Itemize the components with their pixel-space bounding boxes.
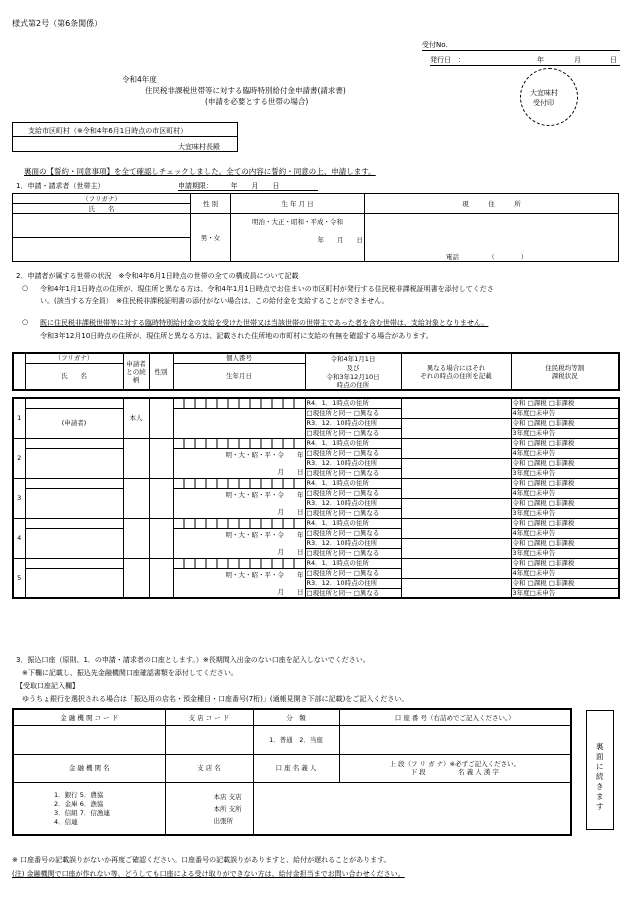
gender-input[interactable] [149, 558, 173, 598]
form-number: 様式第2号（第6条関係） [12, 19, 103, 28]
r3-address-input[interactable] [401, 578, 511, 598]
member-name-input[interactable] [25, 488, 123, 518]
tax-r3-options[interactable]: 令和 □課税 □非課税 [511, 418, 619, 428]
tax-r4-options[interactable]: 令和 □課税 □非課税 [511, 398, 619, 408]
gender-input[interactable] [149, 478, 173, 518]
relation-input[interactable] [123, 438, 149, 478]
tax-r3-options[interactable]: 令和 □課税 □非課税 [511, 458, 619, 468]
confirmation-statement: 裏面の【誓約・同意事項】を全て確認しチェックしました。全ての内容に誓約・同意の上、申請します。 [24, 167, 376, 176]
bank-type-3: 3．信組 7．信漁連 [54, 808, 110, 817]
tax-r4-options[interactable]: 令和 □課税 □非課税 [511, 558, 619, 568]
addressee: 大宜味村長殿 [178, 143, 220, 151]
hh-addr-header-3: 令和3年12月10日 [305, 372, 401, 381]
r4-label: R4．1．1時点の住所 [305, 438, 401, 448]
birthdate-input[interactable] [231, 214, 365, 262]
birthdate-input[interactable] [173, 528, 305, 558]
footer-note-1: ※ 口座番号の記載誤りがないか再度ご確認ください。口座番号の記載誤りがありますと、給付が遅れることがあります。 [12, 856, 391, 864]
tax-r4-unfiled[interactable]: 4年度□未申告 [511, 568, 619, 578]
gender-options[interactable]: 男・女 [191, 214, 231, 262]
gender-input[interactable] [149, 518, 173, 558]
tax-r3-options[interactable]: 令和 □課税 □非課税 [511, 498, 619, 508]
era-options: 明・大・昭・平・令 年 [225, 530, 304, 539]
relation-input[interactable] [123, 558, 149, 598]
tax-r4-options[interactable]: 令和 □課税 □非課税 [511, 518, 619, 528]
branch-name-input[interactable] [165, 783, 253, 835]
r4-same-check[interactable]: □現住所と同一 □異なる [305, 528, 401, 538]
r3-same-check[interactable]: □現住所と同一 □異なる [305, 588, 401, 598]
phone-field: 電話 （ ） [446, 253, 528, 261]
r3-label: R3．12．10時点の住所 [305, 578, 401, 588]
tax-r3-unfiled[interactable]: 3年度□未申告 [511, 548, 619, 558]
r3-same-check[interactable]: □現住所と同一 □異なる [305, 428, 401, 438]
issue-date-label: 発行日 ： [430, 56, 465, 64]
birth-md: 月 日 [277, 587, 304, 596]
r4-address-input[interactable] [401, 438, 511, 458]
member-furigana-input[interactable] [25, 398, 123, 408]
applicant-name-input[interactable] [13, 238, 191, 262]
section3-note: ※下欄に記載し、振込先金融機関口座確認書類を添付してください。 [22, 669, 238, 677]
era-options: 明・大・昭・平・令 年 [225, 450, 304, 459]
holder-upper-label: 上 段（フ リ ガ ナ）※必ずご記入ください。 [389, 760, 521, 769]
relation-input[interactable] [123, 478, 149, 518]
gender-header: 性 別 [191, 194, 231, 214]
my-number-input[interactable] [173, 438, 305, 448]
my-number-input[interactable] [173, 398, 305, 408]
stamp-line2: 受付印 [533, 99, 554, 107]
branch-code-header: 支 店 コ ー ド [165, 709, 253, 726]
bank-code-input[interactable] [13, 726, 165, 755]
bank-table [12, 708, 572, 836]
note-already-received: 既に住民税非課税世帯等に対する臨時特別給付金の支給を受けた世帯又は当該世帯の世帯主であった者を含む世帯は、支給対象となりません。 [40, 319, 489, 327]
application-deadline: 申請期限： 年 月 日 [178, 182, 280, 190]
r4-label: R4．1．1時点の住所 [305, 398, 401, 408]
r4-address-input[interactable] [401, 398, 511, 418]
tax-r4-unfiled[interactable]: 4年度□未申告 [511, 488, 619, 498]
my-number-input[interactable] [173, 478, 305, 488]
issue-month: 月 [574, 56, 581, 64]
r3-address-input[interactable] [401, 458, 511, 478]
tax-r4-options[interactable]: 令和 □課税 □非課税 [511, 478, 619, 488]
birthdate-input[interactable] [173, 568, 305, 598]
relation-input: 本人 [123, 398, 149, 438]
r4-address-input[interactable] [401, 518, 511, 538]
stamp-line1: 大宜味村 [530, 89, 558, 97]
birthdate-input[interactable] [173, 408, 305, 438]
birth-md: 月 日 [277, 507, 304, 516]
r3-same-check[interactable]: □現住所と同一 □異なる [305, 468, 401, 478]
hh-mynumber-header: 個人番号 [173, 353, 305, 363]
tax-r3-options[interactable]: 令和 □課税 □非課税 [511, 578, 619, 588]
r3-address-input[interactable] [401, 418, 511, 438]
hh-gender-header: 性別 [149, 353, 173, 390]
hh-diff-header-2: ぞれの時点の住所を記載 [420, 371, 492, 380]
tax-r3-unfiled[interactable]: 3年度□未申告 [511, 428, 619, 438]
account-section-header: 【受取口座記入欄】 [16, 682, 79, 690]
account-number-header: 口 座 番 号（右詰めでご記入ください。） [339, 709, 571, 726]
r4-label: R4．1．1時点の住所 [305, 558, 401, 568]
r3-label: R3．12．10時点の住所 [305, 418, 401, 428]
member-furigana-input[interactable] [25, 478, 123, 488]
tax-r3-options[interactable]: 令和 □課税 □非課税 [511, 538, 619, 548]
birthdate-input[interactable] [173, 448, 305, 478]
member-name-input[interactable] [25, 528, 123, 558]
era-options: 明・大・昭・平・令 年 [225, 490, 304, 499]
bank-name-header: 金 融 機 関 名 [13, 754, 165, 783]
hh-addr-header-2: 及び [305, 363, 401, 372]
hh-furigana-header: （フリガナ） [25, 353, 123, 363]
page-subtitle: (申請を必要とする世帯の場合) [205, 97, 309, 106]
birth-md: 月 日 [277, 547, 304, 556]
branch-name-header: 支 店 名 [165, 754, 253, 783]
r4-address-input[interactable] [401, 478, 511, 498]
r3-address-input[interactable] [401, 498, 511, 518]
branch-type-3: 出張所 [213, 816, 233, 825]
hh-diff-header-1: 異なる場合にはそれ [426, 363, 486, 372]
relation-input[interactable] [123, 518, 149, 558]
birthdate-ymd: 年 月 日 [317, 236, 363, 244]
member-furigana-input[interactable] [25, 558, 123, 568]
hh-tax-header-1: 住民税均等割 [545, 363, 585, 372]
tax-r4-unfiled[interactable]: 4年度□未申告 [511, 448, 619, 458]
r4-label: R4．1．1時点の住所 [305, 518, 401, 528]
branch-code-input[interactable] [165, 726, 253, 755]
hh-tax-header-2: 課税状況 [551, 371, 578, 380]
tax-r4-options[interactable]: 令和 □課税 □非課税 [511, 438, 619, 448]
gender-input[interactable] [149, 438, 173, 478]
section3-title: 3．振込口座（原則、1．の申請・請求者の口座とします。）※長期間入出金のない口座を記入しないでください。 [16, 656, 370, 664]
household-table [12, 352, 620, 391]
bank-type-2: 2．金庫 6．漁協 [54, 799, 104, 808]
bank-type-1: 1．銀行 5．農協 [54, 790, 104, 799]
address-header: 現 住 所 [365, 194, 619, 214]
row-number: 5 [13, 558, 25, 598]
tax-r3-unfiled[interactable]: 3年度□未申告 [511, 588, 619, 598]
r4-same-check[interactable]: □現住所と同一 □異なる [305, 408, 401, 418]
continued-on-back: 裏面に続きます [596, 742, 604, 811]
note-address-check: 令和3年12月10日時点の住所が、現住所と異なる方は、記載された住所地の市町村に支給の有無を確認する場合があります。 [40, 332, 433, 340]
birth-md: 月 日 [277, 467, 304, 476]
r4-label: R4．1．1時点の住所 [305, 478, 401, 488]
r3-label: R3．12．10時点の住所 [305, 538, 401, 548]
section2-title: 2．申請者が属する世帯の状況 ※令和4年6月1日時点の世帯の全ての構成員について記載 [16, 272, 299, 280]
r3-same-check[interactable]: □現住所と同一 □異なる [305, 508, 401, 518]
hh-name-header: 氏 名 [25, 363, 123, 390]
applicant-table [12, 193, 619, 262]
member-name-input: (申請者) [25, 408, 123, 438]
applicant-furigana-input[interactable] [13, 214, 191, 238]
account-number-input[interactable] [339, 726, 571, 755]
section1-title: 1．申請・請求者（世帯主） [16, 182, 105, 190]
gender-input [149, 398, 173, 438]
member-furigana-input[interactable] [25, 518, 123, 528]
r4-address-input[interactable] [401, 558, 511, 578]
furigana-header: （フリガナ） [13, 194, 191, 204]
type-header: 分 類 [253, 709, 339, 726]
row-number: 2 [13, 438, 25, 478]
note-tax-certificate-2: い。(該当する方全員） ※住民税非課税証明書の添付がない場合は、この給付金を支給することができません。 [40, 297, 389, 305]
era-options: 明治・大正・昭和・平成・令和 [252, 218, 343, 226]
my-number-input[interactable] [173, 518, 305, 528]
holder-header: 口 座 名 義 人 [253, 754, 339, 783]
receipt-no: 受付No. [422, 40, 620, 51]
bank-type-4: 4．信連 [54, 817, 78, 826]
account-type-options[interactable]: 1．普通 2．当座 [253, 726, 339, 755]
member-name-input[interactable] [25, 568, 123, 598]
member-furigana-input[interactable] [25, 438, 123, 448]
era-options: 明・大・昭・平・令 年 [225, 570, 304, 579]
tax-r3-unfiled[interactable]: 3年度□未申告 [511, 508, 619, 518]
my-number-input[interactable] [173, 558, 305, 568]
tax-r4-unfiled[interactable]: 4年度□未申告 [511, 408, 619, 418]
note-tax-certificate: 令和4年1月1日時点の住所が、現住所と異なる方は、令和4年1月1日時点でお住まいの市区町村が発行する住民税非課税証明書を添付してくださ [40, 285, 494, 293]
r3-label: R3．12．10時点の住所 [305, 498, 401, 508]
birth-header: 生 年 月 日 [231, 194, 365, 214]
hh-addr-header-1: 令和4年1月1日 [305, 353, 401, 363]
bank-code-header: 金 融 機 関 コ ー ド [13, 709, 165, 726]
r3-same-check[interactable]: □現住所と同一 □異なる [305, 548, 401, 558]
r4-same-check[interactable]: □現住所と同一 □異なる [305, 488, 401, 498]
row-number: 3 [13, 478, 25, 518]
name-header: 氏 名 [13, 204, 191, 214]
footer-note-2: (注) 金融機関で口座が作れない等、どうしても口座による受け取りができない方は、給付金担当までお問い合わせください。 [12, 870, 405, 878]
hh-addr-header-4: 時点の住所 [305, 381, 401, 390]
title-year: 令和4年度 [122, 75, 157, 84]
bank-name-input[interactable] [13, 783, 165, 835]
hh-relation-header: 申請者との続柄 [123, 353, 149, 390]
issue-year: 年 [537, 56, 544, 64]
member-name-input[interactable] [25, 448, 123, 478]
r3-label: R3．12．10時点の住所 [305, 458, 401, 468]
hh-birth-header: 生年月日 [173, 363, 305, 390]
holder-lower-label: 下 段 名 義 人 漢 字 [410, 768, 499, 777]
page-title: 住民税非課税世帯等に対する臨時特別給付金申請書(請求書) [145, 86, 346, 95]
r4-same-check[interactable]: □現住所と同一 □異なる [305, 448, 401, 458]
yucho-note: ゆうちょ銀行を選択される場合は「振込用の店名・預金種目・口座番号(7桁)」(通帳見開き下部に記載)をご記入ください。 [22, 695, 409, 703]
municipality-label: 支給市区町村（※令和4年6月1日時点の市区町村） [28, 127, 188, 135]
tax-r3-unfiled[interactable]: 3年度□未申告 [511, 468, 619, 478]
r3-address-input[interactable] [401, 538, 511, 558]
holder-name-input[interactable] [253, 783, 571, 835]
address-input[interactable] [365, 214, 619, 262]
row-number: 1 [13, 398, 25, 438]
birthdate-input[interactable] [173, 488, 305, 518]
household-rows [12, 397, 620, 599]
issue-day: 日 [610, 56, 617, 64]
tax-r4-unfiled[interactable]: 4年度□未申告 [511, 528, 619, 538]
branch-type-1: 本店 支店 [213, 792, 242, 801]
branch-type-2: 本所 支所 [213, 804, 242, 813]
row-number: 4 [13, 518, 25, 558]
r4-same-check[interactable]: □現住所と同一 □異なる [305, 568, 401, 578]
